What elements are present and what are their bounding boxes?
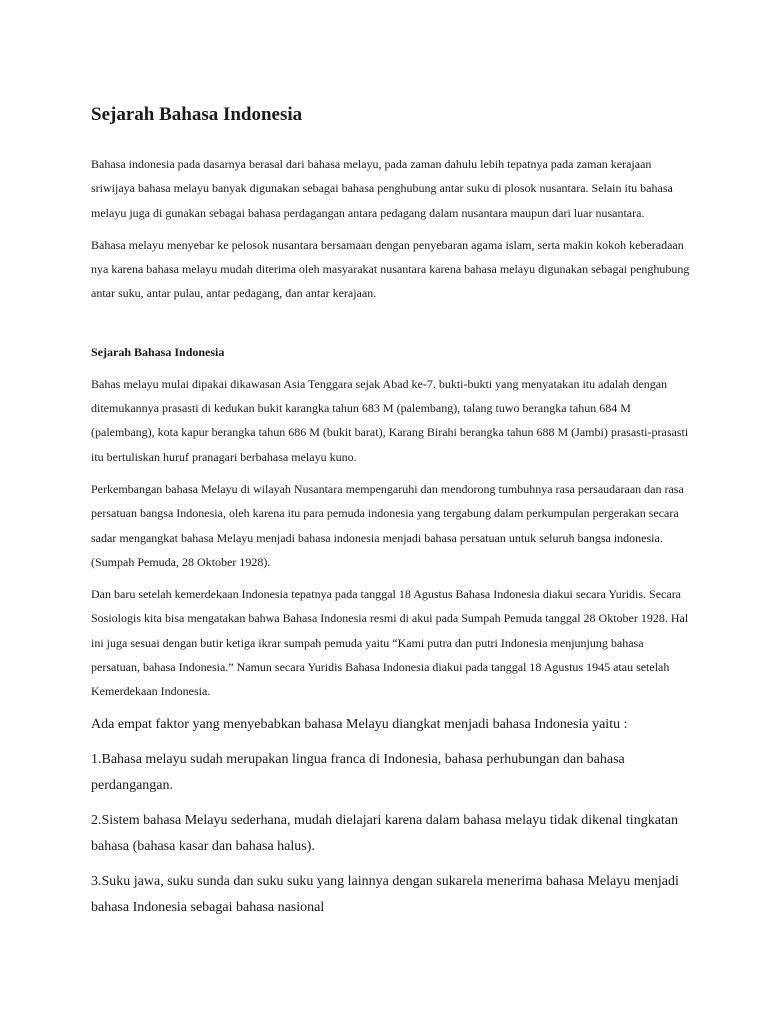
history-paragraph-2: Perkembangan bahasa Melayu di wilayah Nusantara mempengaruhi dan mendorong tumbuhnya rasa persaudaraan dan rasa persatuan bangsa Indonesia, oleh karena itu para pemuda indonesia yang tergabung dalam perkumpulan pergerakan secara sadar mengangkat bahasa Melayu menjadi bahasa indonesia menjadi bahasa persatuan untuk seluruh bangsa indonesia. (Sumpah Pemuda, 28 Oktober 1928). — [91, 481, 684, 569]
intro-paragraph-1: Bahasa indonesia pada dasarnya berasal dari bahasa melayu, pada zaman dahulu lebih tepatnya pada zaman kerajaan sriwijaya bahasa melayu banyak digunakan sebagai bahasa penghubung antar suku di plosok nusantara. Selain itu bahasa melayu juga di gunakan sebagai bahasa perdagangan antara pedagang dalam nusantara maupun dari luar nusantara. — [91, 157, 673, 220]
factor-item-3: 3.Suku jawa, suku sunda dan suku suku yang lainnya dengan sukarela menerima bahasa Melayu menjadi bahasa Indonesia sebagai bahasa nasional — [91, 873, 679, 915]
intro-paragraph-2: Bahasa melayu menyebar ke pelosok nusantara bersamaan dengan penyebaran agama islam, serta makin kokoh keberadaan nya karena bahasa melayu mudah diterima oleh masyarakat nusantara karena bahasa melayu digunakan sebagai penghubung antar suku, antar pulau, antar pedagang, dan antar kerajaan. — [91, 237, 690, 301]
factors-intro: Ada empat faktor yang menyebabkan bahasa Melayu diangkat menjadi bahasa Indonesia yaitu : — [91, 716, 628, 732]
section-subheading: Sejarah Bahasa Indonesia — [91, 344, 225, 359]
history-paragraph-3: Dan baru setelah kemerdekaan Indonesia tepatnya pada tanggal 18 Agustus Bahasa Indonesia diakui secara Yuridis. Secara Sosiologis kita bisa mengatakan bahwa Bahasa Indonesia resmi di akui pada Sumpah Pemuda tanggal 28 Oktober 1928. Hal ini juga sesuai dengan butir ketiga ikrar sumpah pemuda yaitu “Kami putra dan putri Indonesia menjunjung bahasa persatuan, bahasa Indonesia.” Namun secara Yuridis Bahasa Indonesia diakui pada tanggal 18 Agustus 1945 atau setelah Kemerdekaan Indonesia. — [91, 587, 689, 699]
factor-item-2: 2.Sistem bahasa Melayu sederhana, mudah dielajari karena dalam bahasa melayu tidak dikenal tingkatan bahasa (bahasa kasar dan bahasa halus). — [91, 812, 679, 854]
factor-item-1: 1.Bahasa melayu sudah merupakan lingua franca di Indonesia, bahasa perhubungan dan bahasa perdangangan. — [91, 751, 625, 793]
document-body — [91, 100, 691, 930]
document-title: Sejarah Bahasa Indonesia — [91, 104, 303, 125]
history-paragraph-1: Bahas melayu mulai dipakai dikawasan Asia Tenggara sejak Abad ke-7. bukti-bukti yang menyatakan itu adalah dengan ditemukannya prasasti di kedukan bukit karangka tahun 683 M (palembang), talang tuwo berangka tahun 684 M (palembang), kota kapur berangka tahun 686 M (bukit barat), Karang Birahi berangka tahun 688 M (Jambi) prasasti-prasasti itu bertuliskan huruf pranagari berbahasa melayu kuno. — [91, 376, 689, 464]
